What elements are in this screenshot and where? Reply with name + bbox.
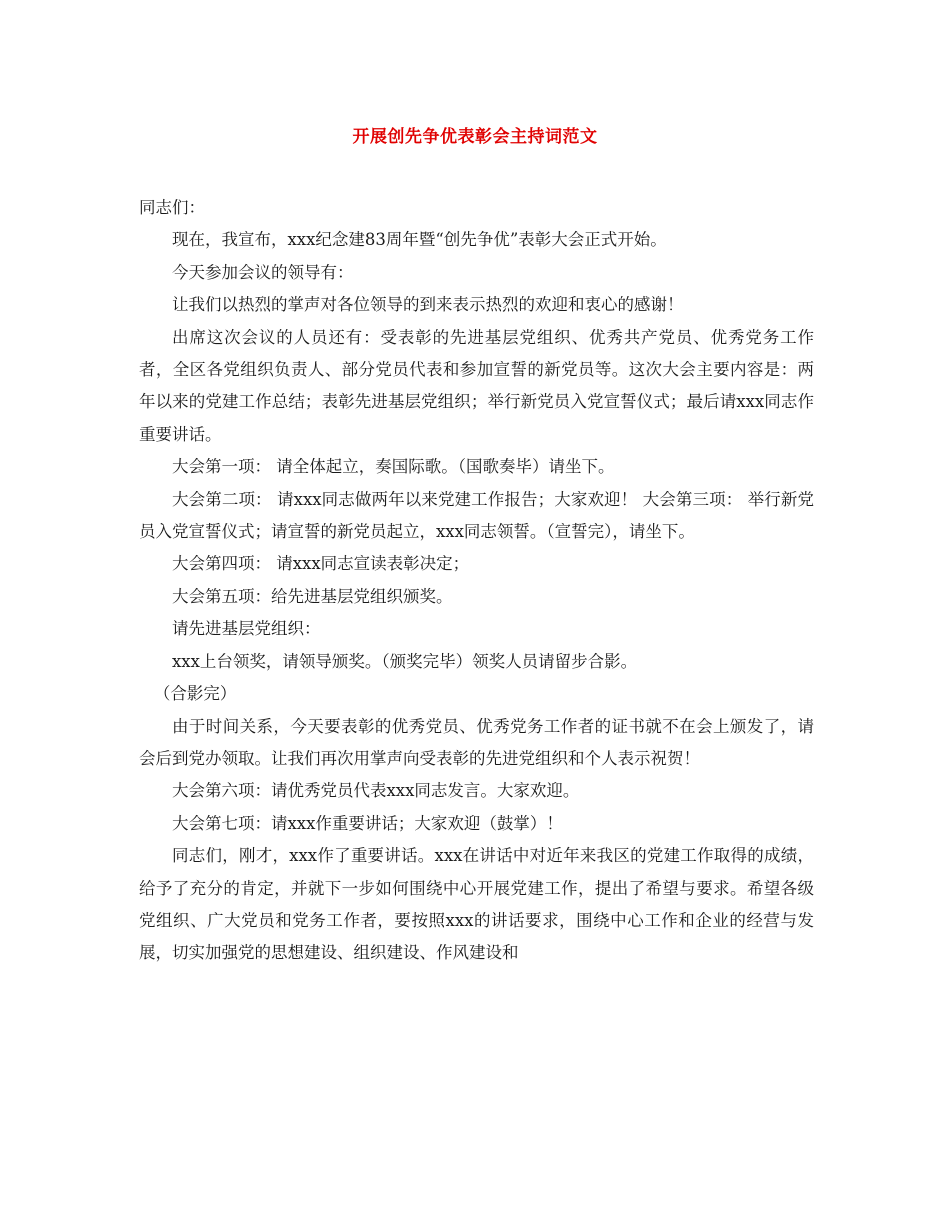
document-title: 开展创先争优表彰会主持词范文: [352, 127, 598, 147]
paragraph: 同志们：: [139, 198, 205, 217]
paragraph: 请先进基层党组织：: [172, 619, 321, 639]
paragraph: 让我们以热烈的掌声对各位领导的到来表示热烈的欢迎和衷心的感谢！: [172, 295, 684, 315]
paragraph: 出席这次会议的人员还有：受表彰的先进基层党组织、优秀共产党员、优秀党务工作者，全区各党组织负责人、部分党员代表和参加宣誓的新党员等。这次大会主要内容是：两年以来的党建工作总结；表彰先进基层党组织；举行新党员入党宣誓仪式；最后请xxx同志作重要讲话。: [139, 327, 814, 444]
paragraph: 大会第四项： 请xxx同志宣读表彰决定；: [172, 554, 470, 574]
paragraph: （合影完）: [153, 684, 237, 704]
paragraph: 大会第一项： 请全体起立，奏国际歌。（国歌奏毕）请坐下。: [172, 457, 615, 477]
paragraph: 大会第五项：给先进基层党组织颁奖。: [172, 586, 453, 606]
paragraph: 现在，我宣布，xxx纪念建83周年暨“创先争优”表彰大会正式开始。: [172, 230, 667, 250]
paragraph: 今天参加会议的领导有：: [172, 262, 354, 282]
document-body: [139, 192, 814, 970]
paragraph: 同志们，刚才，xxx作了重要讲话。xxx在讲话中对近年来我区的党建工作取得的成绩，给予了充分的肯定，并就下一步如何围绕中心开展党建工作，提出了希望与要求。希望各级党组织、广大党员和党务工作者，要按照xxx的讲话要求，围绕中心工作和企业的经营与发展，切实加强党的思想建设、组织建设、作风建设和: [139, 846, 814, 963]
paragraph: 由于时间关系，今天要表彰的优秀党员、优秀党务工作者的证书就不在会上颁发了，请会后到党办领取。让我们再次用掌声向受表彰的先进党组织和个人表示祝贺！: [139, 716, 814, 768]
paragraph: 大会第六项：请优秀党员代表xxx同志发言。大家欢迎。: [172, 781, 580, 801]
paragraph: 大会第七项：请xxx作重要讲话；大家欢迎（鼓掌）！: [172, 813, 563, 833]
paragraph: xxx上台领奖，请领导颁奖。（颁奖完毕）领奖人员请留步合影。: [172, 651, 638, 671]
paragraph: 大会第二项： 请xxx同志做两年以来党建工作报告；大家欢迎！ 大会第三项： 举行新党员入党宣誓仪式；请宣誓的新党员起立，xxx同志领誓。（宣誓完），请坐下。: [139, 489, 814, 542]
